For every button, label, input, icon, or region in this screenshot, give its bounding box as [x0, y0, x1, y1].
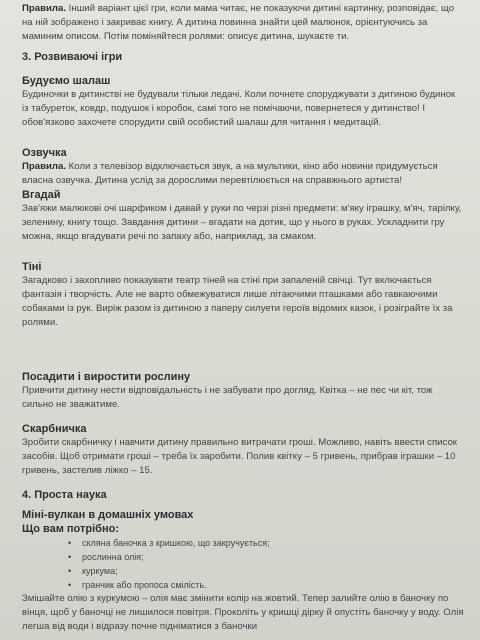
roslyna-text: Привчити дитину нести відповідальність і не забувати про догляд. Квітка – не пес чи кіт, тож сильно не зважатиме.	[22, 385, 433, 410]
ozvuchka-paragraph	[22, 160, 464, 188]
list-item: • куркума;	[82, 564, 464, 578]
intro-paragraph	[22, 2, 464, 44]
ozvuchka-rules-label: Правила.	[22, 161, 66, 172]
tini-title: Тіні	[22, 261, 42, 273]
skarbnychka-title: Скарбничка	[22, 423, 87, 435]
roslyna-title: Посадити і виростити рослину	[22, 371, 191, 383]
intro-rules-label: Правила.	[22, 3, 66, 14]
section4-title: 4. Проста наука	[22, 489, 107, 501]
list-item: • гранчик або пропоса смілість.	[82, 578, 464, 592]
list-item: • скляна баночка з кришкою, що закручується;	[82, 536, 464, 550]
tini-text: Загадково і захопливо показувати театр тіней на стіні при запаленій свічці. Тут включається фантазія і творчість. Але не варто обмежуватися лише літаючими пташками або гавкаючими собаками із рук. Виріж разом із дитиною з паперу силуети героїв відомих казок, і розіграйте їх за ролями.	[22, 275, 453, 328]
list-item: • рослинна олія;	[82, 550, 464, 564]
section3-title: 3. Розвиваючі ігри	[22, 51, 123, 63]
volcano-text: Змішайте олію з куркумою – олія має змінити колір на жовтий. Тепер залийте олію в баночку по вінця, щоб у баночці не лишилося повітря. Проколіть у кришці дірку й опустіть баночку у воду. Олія легша від води і відразу почне підніматися з баночки	[22, 593, 464, 632]
vgadai-text: Зав'яжи малюкові очі шарфиком і давай у руки по черзі різні предмети: м'яку іграшку, м'яч, тарілку, зеленину, книгу тощо. Завдання дитини – вгадати на дотик, що у нього в руках. Ускладнити гру можна, якщо вгадувати речі по запаху або, наприклад, за смаком.	[22, 203, 462, 242]
intro-rules-text: Інший варіант цієї гри, коли мама читає, не показуючи дитині картинку, розповідає, що на ній зображено і закриває книгу. А дитина повинна знайти цей малюнок, орієнтуючись за маминим описом. Потім поміняйтеся ролями: описує дитина, шукаєте ти.	[22, 3, 455, 42]
volcano-title: Міні-вулкан в домашніх умовах	[22, 509, 194, 521]
shalash-title: Будуємо шалаш	[22, 75, 111, 87]
volcano-needs-label: Що вам потрібно:	[22, 523, 119, 535]
ozvuchka-rules-text: Коли з телевізор відключається звук, а на мультики, кіно або новини придумується власна озвучка. Дитина услід за дорослими перевтілюється на справжнього артиста!	[22, 161, 438, 186]
ozvuchka-title: Озвучка	[22, 147, 67, 159]
volcano-needs-list	[22, 536, 464, 592]
shalash-text: Будиночки в дитинстві не будували тільки ледачі. Коли почнете споруджувати з дитиною будинок із табуреток, ковдр, подушок і коробок, самі того не помічаючи, повернетеся у дитинство! І обов'язково захочете спорудити свій особистий шалаш для читання і медитацій.	[22, 89, 456, 128]
skarbnychka-text: Зробити скарбничку і навчити дитину правильно витрачати гроші. Можливо, навіть ввести список засобів. Щоб отримати гроші – треба їх заробити. Полив квітку – 5 гривень, прибрав іграшки – 10 гривень, застелив ліжко – 15.	[22, 437, 457, 476]
vgadai-title: Вгадай	[22, 189, 61, 201]
